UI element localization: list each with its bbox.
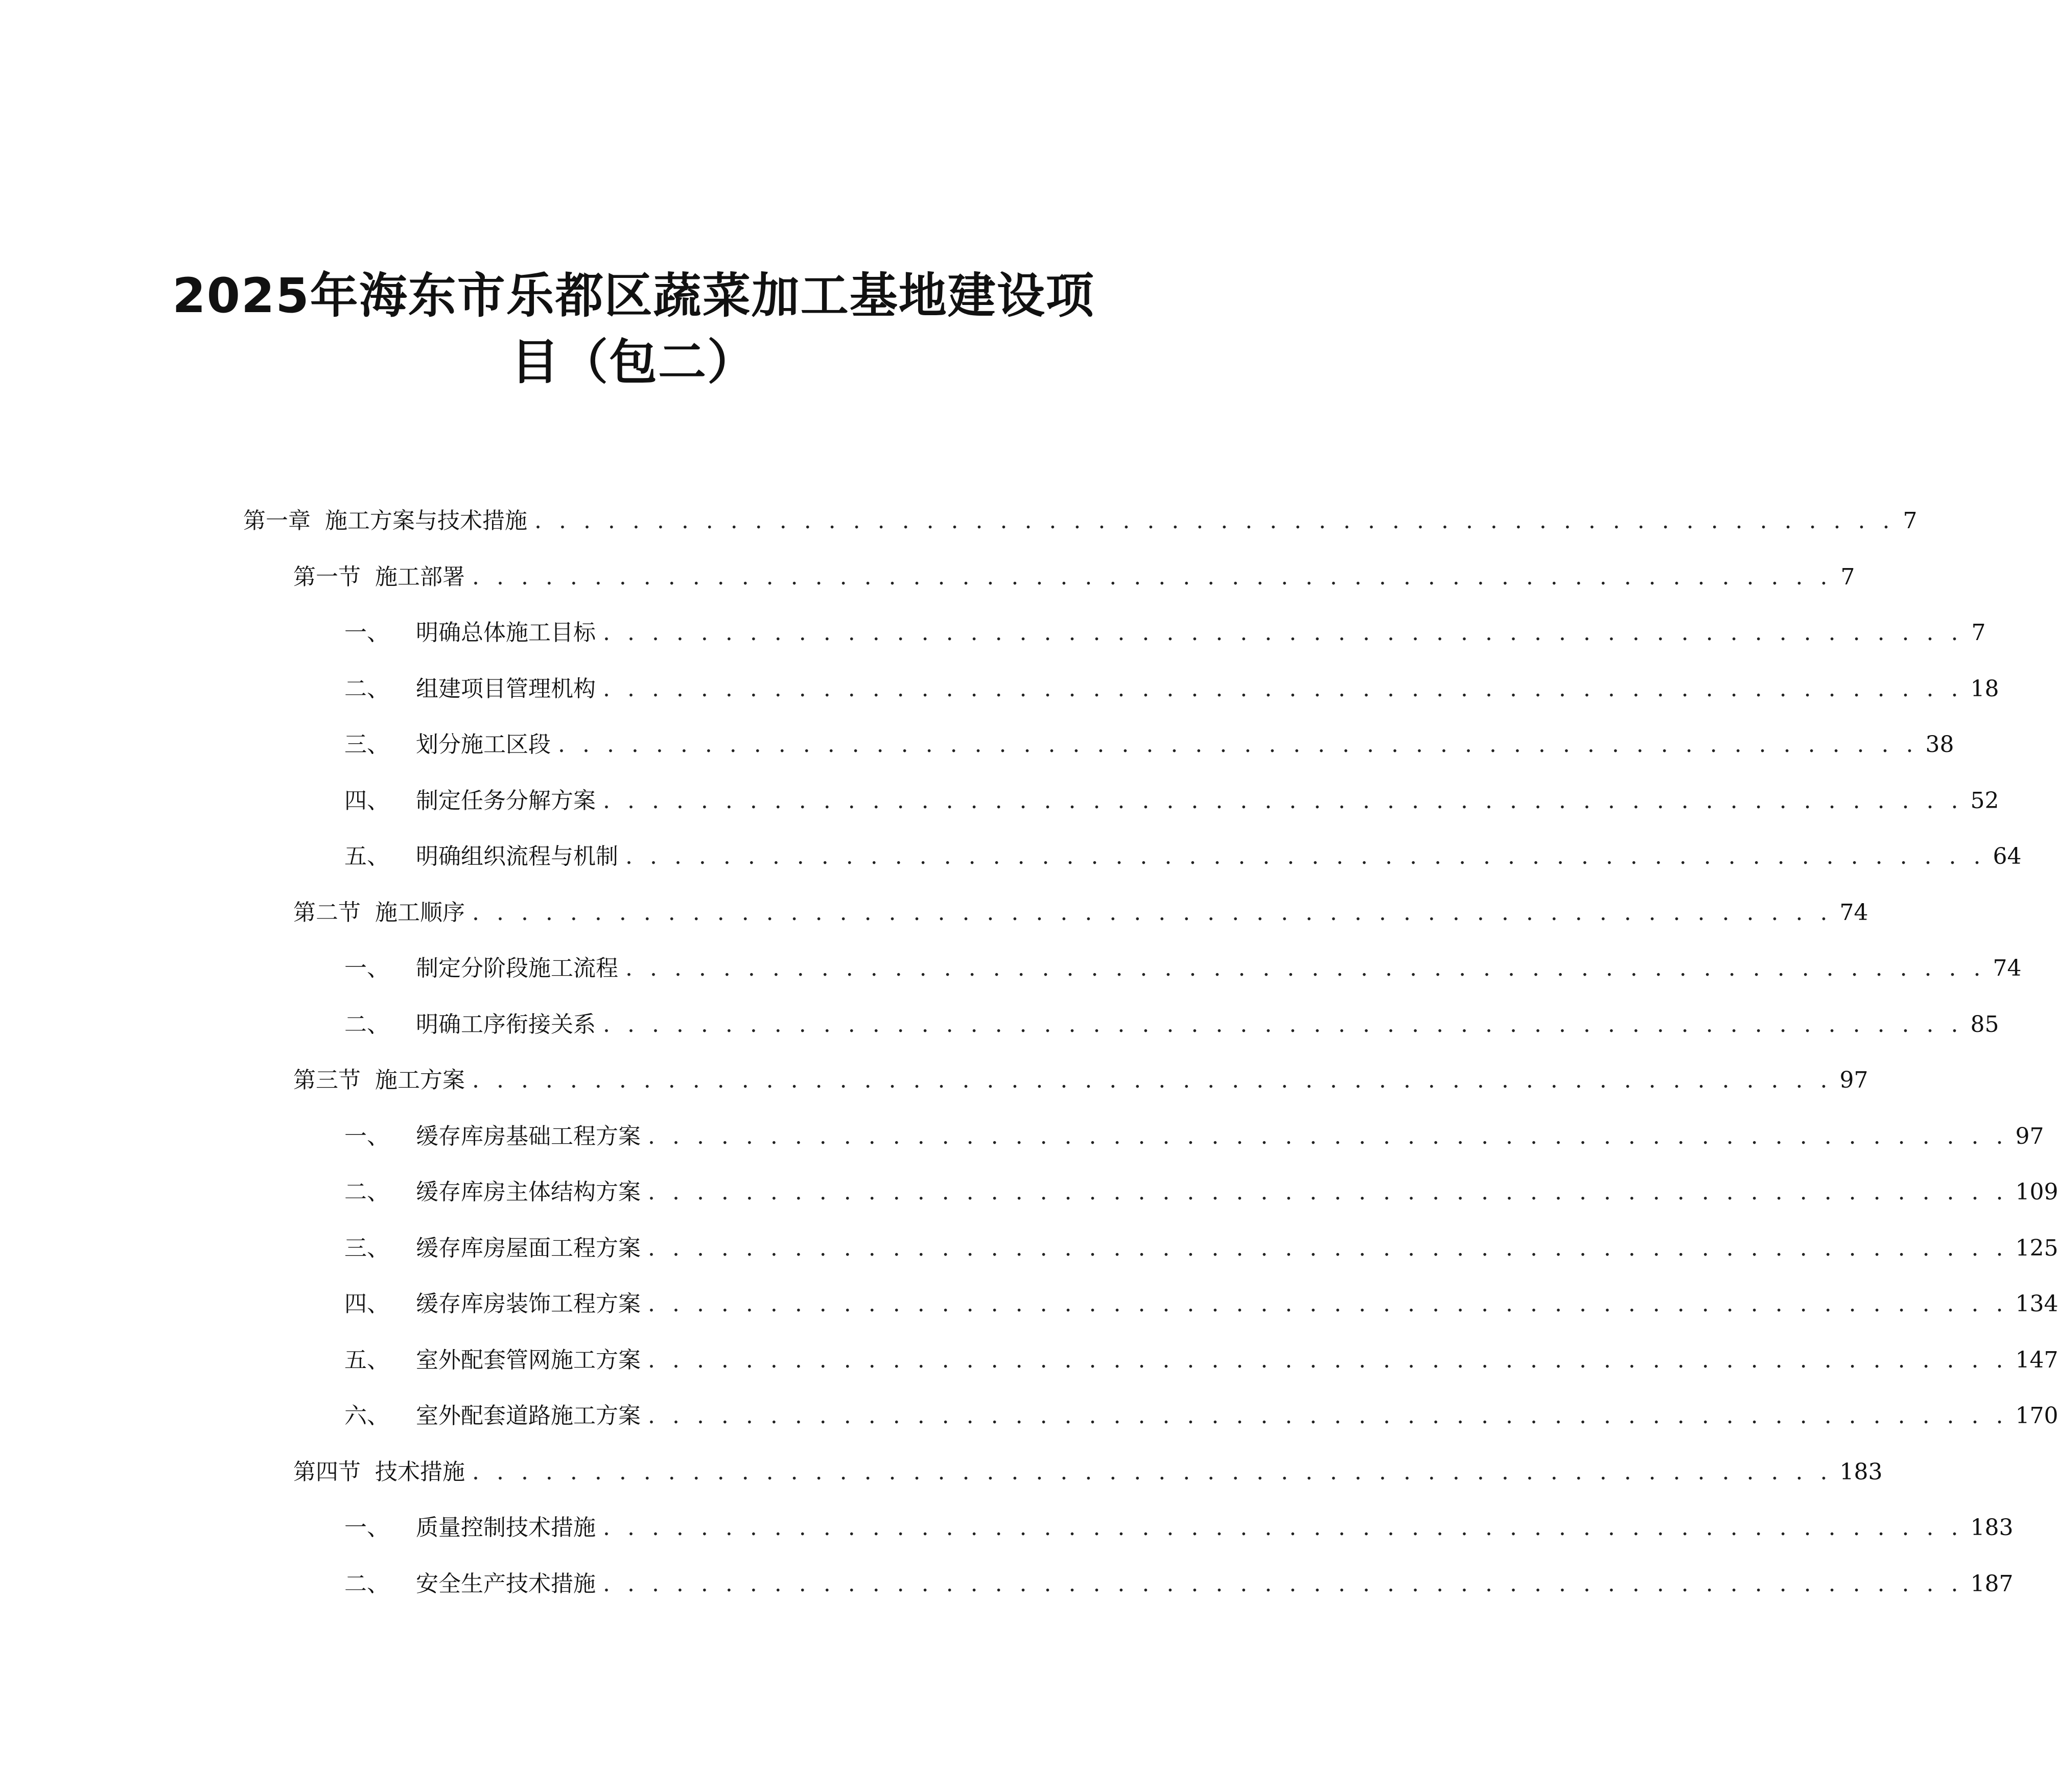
toc-dot-leader: . . . . . . . . . . . . . . . . . . . . . . . . . . . . . . . . . . . . . . . . . . . . . . . . . . . . . . . . bbox=[648, 1347, 2008, 1373]
toc-entry[interactable] bbox=[293, 1457, 1883, 1488]
toc-entry-label: 施工部署 bbox=[375, 564, 465, 590]
toc-entry[interactable] bbox=[344, 1009, 1999, 1040]
toc-entry-label: 缓存库房屋面工程方案 bbox=[416, 1235, 641, 1261]
toc-entry-number: 第二节 bbox=[293, 900, 361, 926]
toc-entry-page-number: 109 bbox=[2015, 1179, 2058, 1205]
toc-entry[interactable] bbox=[293, 898, 1868, 928]
toc-entry[interactable] bbox=[344, 841, 2022, 872]
toc-entry-label: 安全生产技术措施 bbox=[416, 1571, 596, 1597]
toc-dot-leader: . . . . . . . . . . . . . . . . . . . . . . . . . . . . . . . . . . . . . . . . . . . . . . . . . . . . . . . . bbox=[603, 676, 1963, 702]
toc-entry-number: 一、 bbox=[344, 955, 389, 981]
toc-entry-number: 第一节 bbox=[293, 564, 361, 590]
toc-dot-leader: . . . . . . . . . . . . . . . . . . . . . . . . . . . . . . . . . . . . . . . . . . . . . . . . . . . . . . . . bbox=[558, 732, 1919, 758]
toc-entry[interactable] bbox=[344, 1345, 2058, 1376]
toc-entry-label: 缓存库房基础工程方案 bbox=[416, 1123, 641, 1149]
document-title-line-2: 目（包二） bbox=[510, 335, 756, 390]
toc-entry-number: 六、 bbox=[344, 1403, 389, 1429]
toc-entry-number: 一、 bbox=[344, 1515, 389, 1541]
toc-entry-label: 施工方案与技术措施 bbox=[325, 508, 527, 534]
toc-dot-leader: . . . . . . . . . . . . . . . . . . . . . . . . . . . . . . . . . . . . . . . . . . . . . . . . . . . . . . . . bbox=[603, 1571, 1963, 1597]
toc-entry-number: 四、 bbox=[344, 788, 389, 814]
toc-entry-number: 一、 bbox=[344, 1123, 389, 1149]
toc-dot-leader: . . . . . . . . . . . . . . . . . . . . . . . . . . . . . . . . . . . . . . . . . . . . . . . . . . . . . . . . bbox=[603, 788, 1963, 814]
toc-entry-page-number: 183 bbox=[1839, 1459, 1883, 1485]
toc-entry-page-number: 134 bbox=[2015, 1291, 2058, 1317]
toc-entry[interactable] bbox=[344, 618, 1986, 648]
toc-entry-page-number: 64 bbox=[1993, 843, 2022, 869]
toc-entry-number: 二、 bbox=[344, 1179, 389, 1205]
toc-dot-leader: . . . . . . . . . . . . . . . . . . . . . . . . . . . . . . . . . . . . . . . . . . . . . . . . . . . . . . . . bbox=[648, 1179, 2008, 1205]
toc-dot-leader: . . . . . . . . . . . . . . . . . . . . . . . . . . . . . . . . . . . . . . . . . . . . . . . . . . . . . . . . bbox=[603, 1011, 1963, 1038]
toc-entry[interactable] bbox=[344, 1401, 2058, 1431]
toc-dot-leader: . . . . . . . . . . . . . . . . . . . . . . . . . . . . . . . . . . . . . . . . . . . . . . . . . . . . . . . . bbox=[472, 900, 1833, 926]
toc-entry-label: 明确组织流程与机制 bbox=[416, 843, 618, 869]
toc-entry-number: 二、 bbox=[344, 676, 389, 702]
toc-dot-leader: . . . . . . . . . . . . . . . . . . . . . . . . . . . . . . . . . . . . . . . . . . . . . . . . . . . . . . . . bbox=[603, 620, 1963, 646]
toc-dot-leader: . . . . . . . . . . . . . . . . . . . . . . . . . . . . . . . . . . . . . . . . . . . . . . . . . . . . . . . . bbox=[603, 1515, 1963, 1541]
toc-entry-number: 三、 bbox=[344, 1235, 389, 1261]
toc-entry[interactable] bbox=[344, 1289, 2058, 1319]
toc-entry-page-number: 74 bbox=[1993, 955, 2022, 981]
toc-entry-label: 施工顺序 bbox=[375, 900, 465, 926]
toc-entry-label: 室外配套道路施工方案 bbox=[416, 1403, 641, 1429]
toc-entry-page-number: 170 bbox=[2015, 1403, 2058, 1429]
toc-dot-leader: . . . . . . . . . . . . . . . . . . . . . . . . . . . . . . . . . . . . . . . . . . . . . . . . . . . . . . . . bbox=[648, 1123, 2008, 1149]
toc-entry-number: 四、 bbox=[344, 1291, 389, 1317]
toc-entry-page-number: 52 bbox=[1970, 788, 1999, 814]
toc-dot-leader: . . . . . . . . . . . . . . . . . . . . . . . . . . . . . . . . . . . . . . . . . . . . . . . . . . . . . . . . bbox=[625, 955, 1986, 981]
toc-entry[interactable] bbox=[344, 674, 1999, 704]
toc-dot-leader: . . . . . . . . . . . . . . . . . . . . . . . . . . . . . . . . . . . . . . . . . . . . . . . . . . . . . . . . bbox=[472, 1067, 1833, 1093]
toc-entry[interactable] bbox=[344, 1233, 2058, 1264]
toc-dot-leader: . . . . . . . . . . . . . . . . . . . . . . . . . . . . . . . . . . . . . . . . . . . . . . . . . . . . . . . . bbox=[625, 843, 1986, 869]
toc-entry-number: 二、 bbox=[344, 1571, 389, 1597]
toc-entry-page-number: 187 bbox=[1970, 1571, 2014, 1597]
toc-entry[interactable] bbox=[344, 786, 1999, 816]
toc-entry-number: 第一章 bbox=[243, 508, 311, 534]
toc-entry[interactable] bbox=[243, 506, 1917, 536]
toc-entry[interactable] bbox=[344, 729, 1954, 760]
toc-dot-leader: . . . . . . . . . . . . . . . . . . . . . . . . . . . . . . . . . . . . . . . . . . . . . . . . . . . . . . . . bbox=[472, 1459, 1833, 1485]
toc-entry-page-number: 7 bbox=[1971, 620, 1986, 646]
toc-entry-label: 室外配套管网施工方案 bbox=[416, 1347, 641, 1373]
toc-entry-label: 施工方案 bbox=[375, 1067, 465, 1093]
toc-entry-label: 组建项目管理机构 bbox=[416, 676, 596, 702]
toc-entry-number: 一、 bbox=[344, 620, 389, 646]
toc-dot-leader: . . . . . . . . . . . . . . . . . . . . . . . . . . . . . . . . . . . . . . . . . . . . . . . . . . . . . . . . bbox=[648, 1235, 2008, 1261]
toc-entry[interactable] bbox=[293, 562, 1855, 593]
toc-entry-number: 五、 bbox=[344, 843, 389, 869]
toc-entry-page-number: 97 bbox=[2015, 1123, 2044, 1149]
toc-entry-label: 质量控制技术措施 bbox=[416, 1515, 596, 1541]
toc-entry[interactable] bbox=[344, 1121, 2044, 1152]
toc-entry-label: 明确总体施工目标 bbox=[416, 620, 596, 646]
toc-entry-number: 三、 bbox=[344, 732, 389, 758]
toc-entry-page-number: 7 bbox=[1840, 564, 1855, 590]
toc-entry-label: 制定任务分解方案 bbox=[416, 788, 596, 814]
toc-entry-page-number: 125 bbox=[2015, 1235, 2058, 1261]
toc-entry-number: 五、 bbox=[344, 1347, 389, 1373]
toc-entry-page-number: 18 bbox=[1970, 676, 1999, 702]
toc-entry[interactable] bbox=[344, 1569, 2014, 1599]
toc-entry-page-number: 38 bbox=[1925, 732, 1954, 758]
toc-entry-label: 制定分阶段施工流程 bbox=[416, 955, 618, 981]
toc-entry-number: 第三节 bbox=[293, 1067, 361, 1093]
toc-entry-label: 划分施工区段 bbox=[416, 732, 551, 758]
toc-dot-leader: . . . . . . . . . . . . . . . . . . . . . . . . . . . . . . . . . . . . . . . . . . . . . . . . . . . . . . . . bbox=[648, 1403, 2008, 1429]
toc-entry-page-number: 97 bbox=[1839, 1067, 1868, 1093]
toc-entry-page-number: 85 bbox=[1970, 1011, 1999, 1038]
toc-dot-leader: . . . . . . . . . . . . . . . . . . . . . . . . . . . . . . . . . . . . . . . . . . . . . . . . . . . . . . . . bbox=[534, 508, 1895, 534]
toc-entry[interactable] bbox=[344, 1177, 2058, 1208]
toc-dot-leader: . . . . . . . . . . . . . . . . . . . . . . . . . . . . . . . . . . . . . . . . . . . . . . . . . . . . . . . . bbox=[472, 564, 1833, 590]
toc-entry[interactable] bbox=[293, 1065, 1868, 1096]
toc-entry-page-number: 183 bbox=[1970, 1515, 2014, 1541]
toc-entry[interactable] bbox=[344, 953, 2022, 984]
toc-entry-label: 技术措施 bbox=[375, 1459, 465, 1485]
toc-entry-label: 缓存库房主体结构方案 bbox=[416, 1179, 641, 1205]
toc-entry-label: 明确工序衔接关系 bbox=[416, 1011, 596, 1038]
toc-entry-number: 二、 bbox=[344, 1011, 389, 1038]
toc-entry-number: 第四节 bbox=[293, 1459, 361, 1485]
toc-entry-label: 缓存库房装饰工程方案 bbox=[416, 1291, 641, 1317]
toc-entry-page-number: 7 bbox=[1903, 508, 1917, 534]
toc-entry-page-number: 74 bbox=[1839, 900, 1868, 926]
toc-entry-page-number: 147 bbox=[2015, 1347, 2058, 1373]
toc-dot-leader: . . . . . . . . . . . . . . . . . . . . . . . . . . . . . . . . . . . . . . . . . . . . . . . . . . . . . . . . bbox=[648, 1291, 2008, 1317]
document-title-line-1: 2025年海东市乐都区蔬菜加工基地建设项 bbox=[172, 268, 1095, 324]
toc-entry[interactable] bbox=[344, 1513, 2014, 1543]
